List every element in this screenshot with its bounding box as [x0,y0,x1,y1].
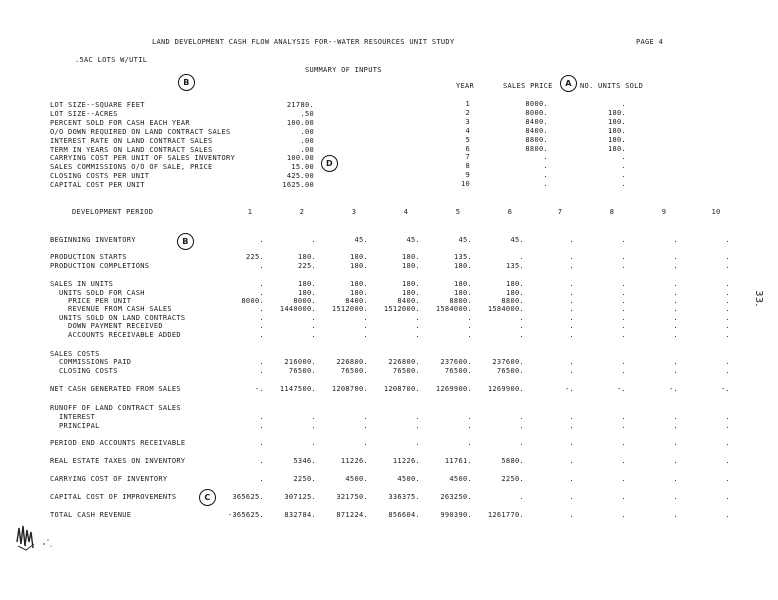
cell-value: . [673,475,678,483]
cell-value: . [673,280,678,288]
units-sold-cell: 180. [607,135,626,144]
cell-value: 336375. [388,493,420,501]
input-value: 15.00 [291,163,314,172]
cell-value: 1512000. [383,305,420,313]
input-value: .00 [300,136,314,145]
cell-value: . [467,331,472,339]
units-sold-cell: 180. [607,108,626,117]
cell-value: . [621,305,626,313]
cell-value: . [673,457,678,465]
row-label: CAPITAL COST OF IMPROVEMENTS [50,493,177,501]
input-label: INTEREST RATE ON LAND CONTRACT SALES [50,136,213,145]
cell-value: . [259,236,264,244]
cell-value: . [569,439,574,447]
row-label: NET CASH GENERATED FROM SALES [50,385,181,393]
cell-value: -. [668,385,678,393]
row-label: SALES COSTS [50,350,100,358]
cell-value: . [673,314,678,322]
side-page-number: 33. [752,290,764,307]
year-cell: 6 [465,144,470,153]
cell-value: 8400. [397,297,420,305]
row-label: TOTAL CASH REVENUE [50,511,132,519]
cell-value: 8400. [345,297,368,305]
cell-value: . [673,253,678,261]
cell-value: . [725,305,730,313]
cell-value: . [363,422,368,430]
cell-value: . [725,493,730,501]
marker-d: D [321,155,338,172]
cell-value: . [569,322,574,330]
cell-value: . [673,413,678,421]
cell-value: -. [616,385,626,393]
cell-value: . [467,413,472,421]
cell-value: 76500. [340,367,368,375]
cell-value: 180. [401,280,420,288]
cell-value: 832784. [284,511,316,519]
cell-value: 307125. [284,493,316,501]
cell-value: . [519,331,524,339]
document-title: LAND DEVELOPMENT CASH FLOW ANALYSIS FOR--WATER RESOURCES UNIT STUDY [152,38,455,46]
units-sold-column-header: NO. UNITS SOLD [580,82,644,90]
row-label: BEGINNING INVENTORY [50,236,136,244]
cell-value: . [311,322,316,330]
cell-value: 5880. [501,457,524,465]
cell-value: . [311,422,316,430]
cell-value: 5346. [293,457,316,465]
cell-value: . [311,413,316,421]
cell-value: 180. [349,280,368,288]
cell-value: . [621,413,626,421]
cell-value: 8800. [449,297,472,305]
period-number: 8 [609,208,615,216]
year-cell: 2 [465,108,470,117]
cell-value: . [673,322,678,330]
cell-value: . [363,439,368,447]
cell-value: . [259,422,264,430]
row-label: PRODUCTION STARTS [50,253,127,261]
period-number: 10 [711,208,721,216]
row-label: RUNOFF OF LAND CONTRACT SALES [50,404,181,412]
cell-value: . [621,367,626,375]
sales-price-cell: 8400. [525,126,548,135]
cell-value: . [415,314,420,322]
cell-value: 45. [458,236,472,244]
cell-value: 1208700. [383,385,420,393]
cell-value: . [259,280,264,288]
sales-price-cell: 8000. [525,100,548,108]
cell-value: . [673,511,678,519]
cell-value: . [673,493,678,501]
cell-value: . [725,331,730,339]
sales-price-cell: 8000. [525,108,548,117]
cell-value: . [569,305,574,313]
cell-value: . [259,367,264,375]
year-cell: 8 [465,162,470,171]
cell-value: 180. [401,289,420,297]
cell-value: 180. [349,262,368,270]
cell-value: 1512000. [331,305,368,313]
cell-value: . [725,280,730,288]
cell-value: 180. [349,253,368,261]
cell-value: . [311,331,316,339]
cell-value: 76500. [496,367,524,375]
cell-value: . [673,236,678,244]
period-number: 3 [351,208,357,216]
cell-value: -. [720,385,730,393]
row-label: PRICE PER UNIT [50,297,132,305]
cell-value: 1208700. [331,385,368,393]
cell-value: . [569,236,574,244]
development-period-label: DEVELOPMENT PERIOD [72,208,154,216]
period-number: 1 [247,208,253,216]
cell-value: 180. [453,262,472,270]
input-value: 21780. [286,101,314,109]
cell-value: . [519,422,524,430]
cell-value: . [259,413,264,421]
units-sold-cell: . [621,100,626,108]
input-label: CLOSING COSTS PER UNIT [50,172,150,181]
cell-value: . [673,289,678,297]
cell-value: . [259,314,264,322]
sales-price-cell: . [543,162,548,171]
sales-price-cell: . [543,171,548,180]
cell-value: 76500. [444,367,472,375]
cell-value: . [673,297,678,305]
cell-value: 180. [297,280,316,288]
cell-value: 1261770. [487,511,524,519]
input-label: CAPITAL COST PER UNIT [50,181,145,190]
cell-value: . [569,262,574,270]
cell-value: . [725,314,730,322]
cell-value: 4500. [449,475,472,483]
cell-value: . [259,439,264,447]
cell-value: . [725,413,730,421]
year-column-header: YEAR [456,82,475,90]
cell-value: . [725,297,730,305]
year-cell: 5 [465,135,470,144]
cell-value: 237600. [440,358,472,366]
cell-value: 76500. [392,367,420,375]
cell-value: 180. [505,289,524,297]
cell-value: . [363,322,368,330]
cell-value: . [415,413,420,421]
cell-value: . [519,253,524,261]
cell-value: . [725,322,730,330]
input-value: .00 [300,145,314,154]
cell-value: . [621,422,626,430]
cell-value: . [725,236,730,244]
cell-value: 1147500. [279,385,316,393]
cell-value: . [569,413,574,421]
year-cell: 3 [465,117,470,126]
cell-value: . [621,457,626,465]
input-value: 100.00 [286,118,314,127]
cell-value: . [259,475,264,483]
cell-value: . [415,422,420,430]
cell-value: . [363,331,368,339]
units-sold-cell: 180. [607,126,626,135]
cell-value: . [415,322,420,330]
cell-value: . [725,475,730,483]
cell-value: 8800. [501,297,524,305]
sales-price-cell: 8800. [525,135,548,144]
cell-value: 1584000. [487,305,524,313]
cell-value: . [725,457,730,465]
sales-price-cell: 8800. [525,144,548,153]
cell-value: 237600. [492,358,524,366]
year-cell: 1 [465,100,470,108]
cell-value: . [569,422,574,430]
cell-value: . [725,262,730,270]
cell-value: 45. [354,236,368,244]
cell-value: -. [254,385,264,393]
cell-value: 321750. [336,493,368,501]
cell-value: . [621,439,626,447]
cell-value: . [519,439,524,447]
input-value: 100.00 [286,154,314,163]
year-cell: 10 [460,180,470,189]
cell-value: . [519,413,524,421]
row-label: INTEREST [50,413,96,421]
cell-value: . [569,457,574,465]
cell-value: . [415,439,420,447]
cell-value: . [621,236,626,244]
input-label: SALES COMMISSIONS O/O OF SALE, PRICE [50,163,213,172]
cell-value: . [569,280,574,288]
cell-value: . [725,253,730,261]
cell-value: . [569,367,574,375]
cell-value: 180. [505,280,524,288]
cell-value: 8000. [241,297,264,305]
cell-value: 871224. [336,511,368,519]
cell-value: . [621,314,626,322]
cell-value: . [621,297,626,305]
row-label: ACCOUNTS RECEIVABLE ADDED [50,331,181,339]
units-sold-cell: . [621,153,626,162]
cell-value: . [673,439,678,447]
cell-value: . [673,305,678,313]
period-number: 5 [455,208,461,216]
cell-value: . [725,511,730,519]
row-label: CLOSING COSTS [50,367,118,375]
cell-value: . [621,493,626,501]
cell-value: . [673,358,678,366]
period-number: 7 [557,208,563,216]
units-sold-cell: . [621,171,626,180]
cell-value: . [725,367,730,375]
section-heading: SUMMARY OF INPUTS [305,66,382,74]
row-label: PRODUCTION COMPLETIONS [50,262,150,270]
cell-value: 11226. [392,457,420,465]
cell-value: . [363,413,368,421]
cell-value: . [569,493,574,501]
period-number: 9 [661,208,667,216]
cell-value: 365625. [232,493,264,501]
input-label: TERM IN YEARS ON LAND CONTRACT SALES [50,145,213,154]
cell-value: . [673,422,678,430]
cell-value: . [259,457,264,465]
cell-value: 8000. [293,297,316,305]
cell-value: 180. [297,289,316,297]
cell-value: . [569,253,574,261]
cell-value: 135. [505,262,524,270]
cell-value: . [259,331,264,339]
cell-value: . [569,297,574,305]
cell-value: . [259,322,264,330]
row-label: REVENUE FROM CASH SALES [50,305,172,313]
cell-value: . [569,331,574,339]
marker-a: A [560,75,577,92]
cell-value: 180. [349,289,368,297]
cell-value: . [621,322,626,330]
cell-value: 1584000. [435,305,472,313]
sales-price-cell: . [543,180,548,189]
document-subtitle: .5AC LOTS W/UTIL [75,56,148,64]
row-label: REAL ESTATE TAXES ON INVENTORY [50,457,186,465]
cell-value: 1269900. [435,385,472,393]
cell-value: 226800. [388,358,420,366]
cell-value: 76500. [288,367,316,375]
period-number: 2 [299,208,305,216]
period-number: 6 [507,208,513,216]
page-number: PAGE 4 [636,38,664,46]
cell-value: . [311,314,316,322]
cell-value: -. [564,385,574,393]
cell-value: 11761. [444,457,472,465]
cell-value: 856604. [388,511,420,519]
cell-value: . [621,358,626,366]
cell-value: 180. [401,262,420,270]
cell-value: 226800. [336,358,368,366]
cell-value: . [259,289,264,297]
cell-value: . [673,331,678,339]
cell-value: . [569,314,574,322]
cell-value: 263250. [440,493,472,501]
row-label: COMMISSIONS PAID [50,358,132,366]
cell-value: . [725,422,730,430]
cell-value: . [621,475,626,483]
cell-value: . [519,322,524,330]
cell-value: 2250. [293,475,316,483]
units-sold-cell: 180. [607,144,626,153]
cell-value: . [569,289,574,297]
cell-value: . [259,262,264,270]
handwritten-scribble [14,520,56,554]
cell-value: 135. [453,253,472,261]
cell-value: . [259,358,264,366]
sales-price-cell: 8400. [525,117,548,126]
input-label: LOT SIZE--ACRES [50,109,118,118]
row-label: PRINCIPAL [50,422,100,430]
units-sold-cell: . [621,180,626,189]
cell-value: . [259,305,264,313]
input-label: CARRYING COST PER UNIT OF SALES INVENTORY [50,154,236,163]
cell-value: . [467,439,472,447]
cell-value: 180. [453,289,472,297]
input-value: .50 [300,109,314,118]
cell-value: . [467,314,472,322]
cell-value: -365625. [227,511,264,519]
cell-value: . [415,331,420,339]
cell-value: . [725,439,730,447]
cell-value: . [569,358,574,366]
input-label: PERCENT SOLD FOR CASH EACH YEAR [50,118,190,127]
cell-value: 4500. [397,475,420,483]
units-sold-cell: . [621,162,626,171]
marker-b-top: B [178,74,195,91]
cell-value: 225. [245,253,264,261]
row-label: UNITS SOLD FOR CASH [50,289,145,297]
cell-value: . [569,475,574,483]
year-cell: 4 [465,126,470,135]
input-value: 1625.00 [282,181,314,190]
cell-value: . [467,322,472,330]
cell-value: . [673,367,678,375]
sales-price-cell: . [543,153,548,162]
cell-value: . [311,439,316,447]
cell-value: 4500. [345,475,368,483]
row-label: DOWN PAYMENT RECEIVED [50,322,163,330]
units-sold-cell: 180. [607,117,626,126]
input-label: LOT SIZE--SQUARE FEET [50,101,145,109]
input-value: .00 [300,127,314,136]
input-label: O/O DOWN REQUIRED ON LAND CONTRACT SALES [50,127,231,136]
period-number: 4 [403,208,409,216]
cell-value: 216000. [284,358,316,366]
cell-value: . [673,262,678,270]
row-label: UNITS SOLD ON LAND CONTRACTS [50,314,186,322]
cell-value: . [621,280,626,288]
sales-price-column-header: SALES PRICE [503,82,553,90]
cell-value: 45. [406,236,420,244]
cell-value: 1440000. [279,305,316,313]
cell-value: 225. [297,262,316,270]
marker-c: C [199,489,216,506]
cell-value: . [519,314,524,322]
cell-value: . [725,289,730,297]
cell-value: . [621,331,626,339]
cell-value: 180. [297,253,316,261]
cell-value: 990390. [440,511,472,519]
cell-value: 180. [401,253,420,261]
cell-value: . [363,314,368,322]
row-label: SALES IN UNITS [50,280,114,288]
row-label: PERIOD END ACCOUNTS RECEIVABLE [50,439,186,447]
cell-value: 1269900. [487,385,524,393]
cell-value: . [621,289,626,297]
cell-value: 11226. [340,457,368,465]
year-cell: 7 [465,153,470,162]
cell-value: . [467,422,472,430]
row-label: CARRYING COST OF INVENTORY [50,475,168,483]
cell-value: . [621,511,626,519]
cell-value: 2250. [501,475,524,483]
input-value: 425.00 [286,172,314,181]
cell-value: . [569,511,574,519]
cell-value: . [519,493,524,501]
cell-value: . [725,358,730,366]
marker-b-inventory: B [177,233,194,250]
cell-value: . [621,253,626,261]
cell-value: . [311,236,316,244]
year-cell: 9 [465,171,470,180]
cell-value: 180. [453,280,472,288]
cell-value: 45. [510,236,524,244]
cell-value: . [621,262,626,270]
